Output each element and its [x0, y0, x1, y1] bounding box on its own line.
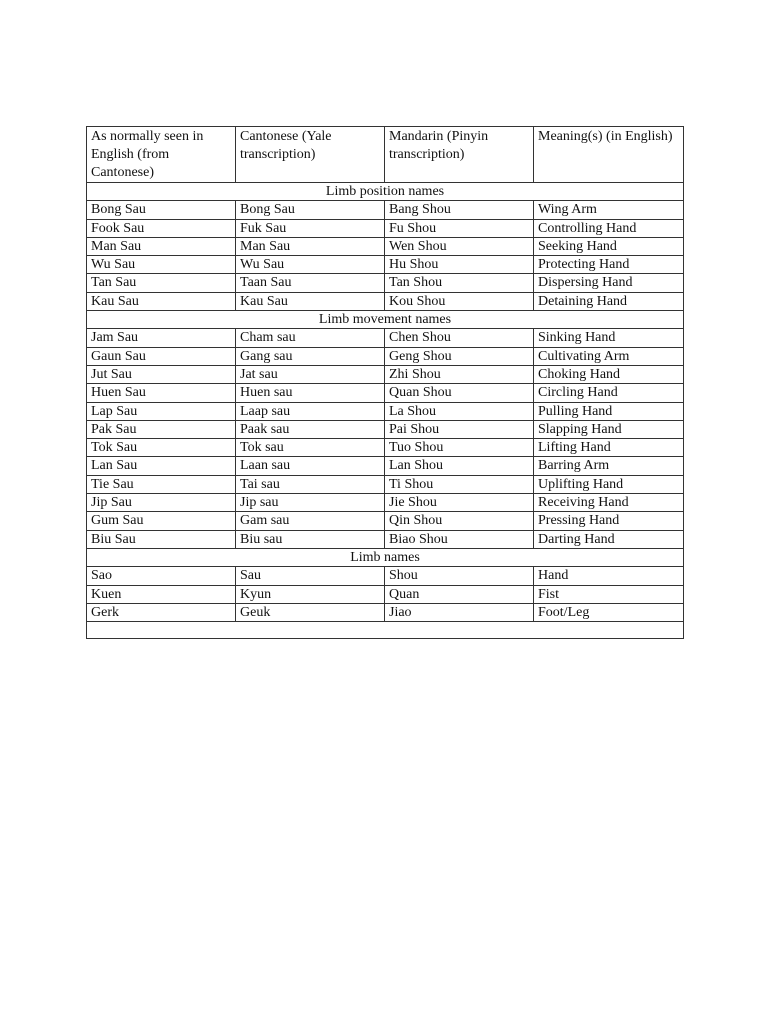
cell-meaning: Pressing Hand: [534, 512, 684, 530]
cell-cantonese: Kau Sau: [236, 292, 385, 310]
cell-cantonese: Paak sau: [236, 420, 385, 438]
cell-english: Gaun Sau: [87, 347, 236, 365]
cell-mandarin: Chen Shou: [385, 329, 534, 347]
cell-english: Gum Sau: [87, 512, 236, 530]
cell-english: Wu Sau: [87, 256, 236, 274]
cell-mandarin: Zhi Shou: [385, 365, 534, 383]
cell-mandarin: Kou Shou: [385, 292, 534, 310]
cell-english: Huen Sau: [87, 384, 236, 402]
cell-english: Fook Sau: [87, 219, 236, 237]
cell-english: Tan Sau: [87, 274, 236, 292]
cell-mandarin: Hu Shou: [385, 256, 534, 274]
cell-english: Tie Sau: [87, 475, 236, 493]
table-row: [87, 219, 684, 237]
cell-mandarin: Pai Shou: [385, 420, 534, 438]
cell-meaning: Protecting Hand: [534, 256, 684, 274]
table-row: [87, 603, 684, 621]
header-english: As normally seen in English (from Cantonese): [87, 127, 236, 183]
cell-meaning: Wing Arm: [534, 201, 684, 219]
table-row: [87, 567, 684, 585]
table-row: [87, 585, 684, 603]
cell-english: Gerk: [87, 603, 236, 621]
header-mandarin: Mandarin (Pinyin transcription): [385, 127, 534, 183]
table-row: [87, 530, 684, 548]
cell-meaning: Cultivating Arm: [534, 347, 684, 365]
cell-mandarin: Jie Shou: [385, 494, 534, 512]
cell-meaning: Hand: [534, 567, 684, 585]
cell-english: Kau Sau: [87, 292, 236, 310]
section-title: Limb names: [87, 548, 684, 566]
section-title: Limb position names: [87, 183, 684, 201]
cell-english: Kuen: [87, 585, 236, 603]
table-row: [87, 274, 684, 292]
cell-meaning: Sinking Hand: [534, 329, 684, 347]
cell-cantonese: Wu Sau: [236, 256, 385, 274]
cell-meaning: Fist: [534, 585, 684, 603]
table-row: [87, 256, 684, 274]
cell-cantonese: Cham sau: [236, 329, 385, 347]
cell-meaning: Foot/Leg: [534, 603, 684, 621]
table-row: [87, 292, 684, 310]
empty-row: [87, 622, 684, 639]
table-row: [87, 365, 684, 383]
cell-english: Jut Sau: [87, 365, 236, 383]
cell-cantonese: Gam sau: [236, 512, 385, 530]
cell-english: Lan Sau: [87, 457, 236, 475]
cell-cantonese: Huen sau: [236, 384, 385, 402]
cell-english: Jam Sau: [87, 329, 236, 347]
cell-cantonese: Man Sau: [236, 237, 385, 255]
cell-meaning: Seeking Hand: [534, 237, 684, 255]
cell-mandarin: Geng Shou: [385, 347, 534, 365]
table-row: [87, 420, 684, 438]
section-row: [87, 548, 684, 566]
empty-cell: [87, 622, 684, 639]
cell-cantonese: Kyun: [236, 585, 385, 603]
cell-cantonese: Laap sau: [236, 402, 385, 420]
cell-meaning: Lifting Hand: [534, 439, 684, 457]
table-row: [87, 475, 684, 493]
cell-mandarin: Wen Shou: [385, 237, 534, 255]
cell-english: Biu Sau: [87, 530, 236, 548]
cell-mandarin: Bang Shou: [385, 201, 534, 219]
cell-mandarin: Shou: [385, 567, 534, 585]
cell-mandarin: La Shou: [385, 402, 534, 420]
cell-english: Bong Sau: [87, 201, 236, 219]
cell-mandarin: Qin Shou: [385, 512, 534, 530]
table-row: [87, 347, 684, 365]
cell-mandarin: Lan Shou: [385, 457, 534, 475]
cell-mandarin: Quan Shou: [385, 384, 534, 402]
cell-cantonese: Tok sau: [236, 439, 385, 457]
cell-cantonese: Jat sau: [236, 365, 385, 383]
cell-meaning: Controlling Hand: [534, 219, 684, 237]
cell-cantonese: Fuk Sau: [236, 219, 385, 237]
cell-meaning: Uplifting Hand: [534, 475, 684, 493]
table-row: [87, 402, 684, 420]
cell-cantonese: Bong Sau: [236, 201, 385, 219]
cell-meaning: Slapping Hand: [534, 420, 684, 438]
section-title: Limb movement names: [87, 311, 684, 329]
cell-meaning: Darting Hand: [534, 530, 684, 548]
table-row: [87, 439, 684, 457]
cell-cantonese: Jip sau: [236, 494, 385, 512]
cell-meaning: Circling Hand: [534, 384, 684, 402]
cell-meaning: Barring Arm: [534, 457, 684, 475]
cell-mandarin: Ti Shou: [385, 475, 534, 493]
cell-meaning: Detaining Hand: [534, 292, 684, 310]
cell-meaning: Receiving Hand: [534, 494, 684, 512]
cell-mandarin: Jiao: [385, 603, 534, 621]
cell-english: Man Sau: [87, 237, 236, 255]
cell-cantonese: Taan Sau: [236, 274, 385, 292]
table-row: [87, 457, 684, 475]
table-row: [87, 201, 684, 219]
section-row: [87, 183, 684, 201]
cell-mandarin: Tuo Shou: [385, 439, 534, 457]
cell-meaning: Pulling Hand: [534, 402, 684, 420]
cell-english: Sao: [87, 567, 236, 585]
header-cantonese: Cantonese (Yale transcription): [236, 127, 385, 183]
cell-meaning: Choking Hand: [534, 365, 684, 383]
table-row: [87, 384, 684, 402]
cell-mandarin: Quan: [385, 585, 534, 603]
header-meaning: Meaning(s) (in English): [534, 127, 684, 183]
cell-english: Jip Sau: [87, 494, 236, 512]
section-row: [87, 311, 684, 329]
header-row: [87, 127, 684, 183]
cell-cantonese: Tai sau: [236, 475, 385, 493]
cell-mandarin: Fu Shou: [385, 219, 534, 237]
table-row: [87, 329, 684, 347]
cell-meaning: Dispersing Hand: [534, 274, 684, 292]
cell-mandarin: Biao Shou: [385, 530, 534, 548]
table-row: [87, 237, 684, 255]
cell-cantonese: Laan sau: [236, 457, 385, 475]
cell-cantonese: Geuk: [236, 603, 385, 621]
cell-mandarin: Tan Shou: [385, 274, 534, 292]
cell-english: Pak Sau: [87, 420, 236, 438]
table-row: [87, 494, 684, 512]
cell-cantonese: Gang sau: [236, 347, 385, 365]
cell-cantonese: Sau: [236, 567, 385, 585]
cell-cantonese: Biu sau: [236, 530, 385, 548]
table-body: [87, 127, 684, 639]
table-row: [87, 512, 684, 530]
cell-english: Lap Sau: [87, 402, 236, 420]
cell-english: Tok Sau: [87, 439, 236, 457]
terminology-table: [86, 126, 684, 639]
